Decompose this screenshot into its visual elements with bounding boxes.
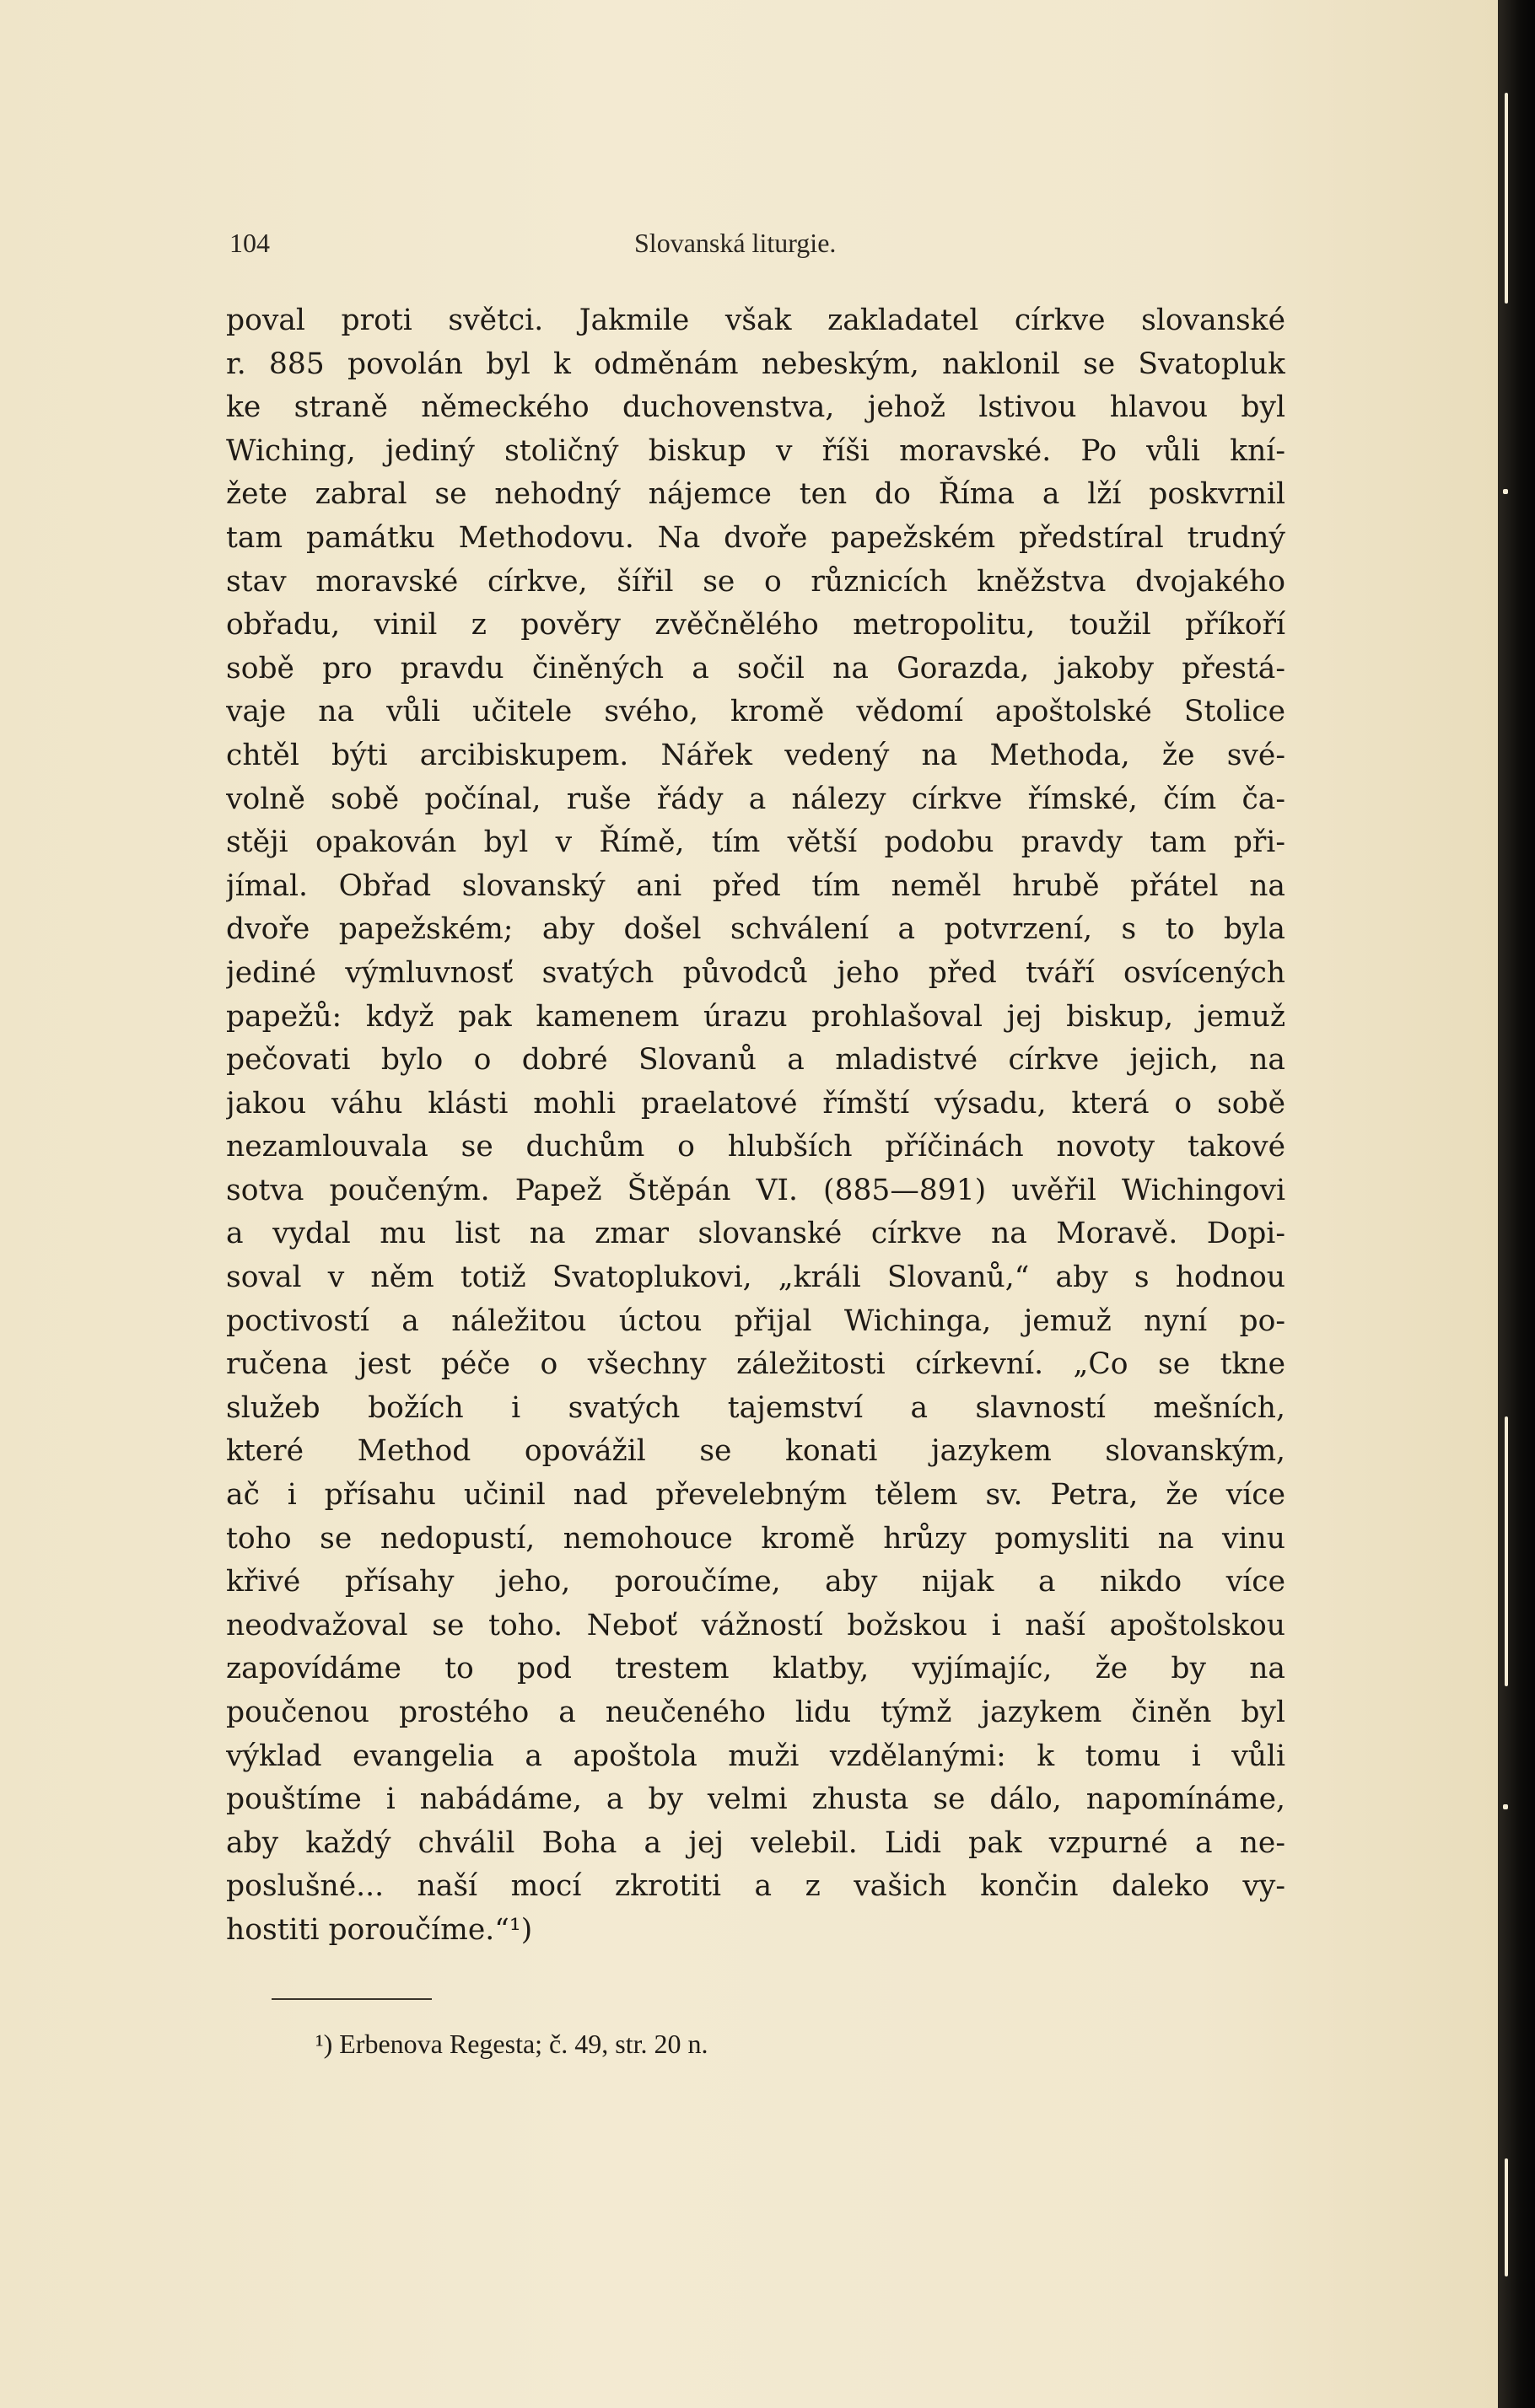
text-line: žete zabral se nehodný nájemce ten do Říma a lží poskvrnil [226,477,1285,512]
text-line: aby každý chválil Boha a jej velebil. Lidi pak vzpurné a ne- [226,1825,1285,1860]
text-line: neodvažoval se toho. Neboť vážností božskou i naší apoštolskou [226,1608,1285,1642]
text-line: papežů: když pak kamenem úrazu prohlašoval jej biskup, jemuž [226,999,1285,1034]
text-line: chtěl býti arcibiskupem. Nářek vedený na Methoda, že své- [226,738,1285,772]
text-line: stav moravské církve, šířil se o různicích kněžstva dvojakého [226,564,1285,599]
text-line: poslušné... naší mocí zkrotiti a z vašich končin daleko vy- [226,1869,1285,1904]
text-line: výklad evangelia a apoštola muži vzdělanými: k tomu i vůli [226,1739,1285,1773]
text-line: služeb božích i svatých tajemství a slavností mešních, [226,1390,1285,1425]
text-line: pečovati bylo o dobré Slovanů a mladistvé církve jejich, na [226,1043,1285,1078]
text-line: obřadu, vinil z pověry zvěčnělého metropolitu, toužil příkoří [226,608,1285,642]
text-line: nezamlouvala se duchům o hlubších příčinách novoty takové [226,1130,1285,1164]
text-line: dvoře papežském; aby došel schválení a potvrzení, s to byla [226,912,1285,947]
text-line: zapovídáme to pod trestem klatby, vyjímajíc, že by na [226,1652,1285,1686]
text-line: a vydal mu list na zmar slovanské církve na Moravě. Dopi- [226,1217,1285,1251]
text-line: r. 885 povolán byl k odměnám nebeským, naklonil se Svatopluk [226,347,1285,381]
text-line: poučenou prostého a neučeného lidu týmž jazykem činěn byl [226,1696,1285,1729]
running-head [229,228,1284,261]
text-line: křivé přísahy jeho, poroučíme, aby nijak a nikdo více [226,1565,1285,1599]
text-line: ač i přísahu učinil nad převelebným tělem sv. Petra, že více [226,1478,1285,1513]
page-edge-mark [1503,1804,1508,1809]
text-line: vaje na vůli učitele svého, kromě vědomí apoštolské Stolice [226,695,1285,729]
text-line: volně sobě počínal, ruše řády a nálezy církve římské, čím ča- [226,782,1285,816]
text-line: tam památku Methodovu. Na dvoře papežském předstíral trudný [226,520,1285,555]
page-edge-mark [1505,93,1508,304]
text-line: jakou váhu klásti mohli praelatové římští výsadu, která o sobě [226,1086,1285,1121]
footnote: ¹) Erbenova Regesta; č. 49, str. 20 n. [315,2029,708,2059]
page-number: 104 [229,228,270,258]
text-line: jediné výmluvnosť svatých původců jeho před tváří osvícených [226,955,1285,990]
running-title: Slovanská liturgie. [634,228,837,258]
page-edge-mark [1503,489,1508,494]
page-edge-mark [1505,1416,1508,1686]
text-line: sobě pro pravdu činěných a sočil na Gorazda, jakoby přestá- [226,651,1285,685]
footnote-rule [272,1998,432,2000]
text-line: poval proti světci. Jakmile však zakladatel církve slovanské [226,304,1285,337]
text-line: poctivostí a náležitou úctou přijal Wichinga, jemuž nyní po- [226,1303,1285,1338]
text-line-last: hostiti poroučíme.“¹) [226,1912,533,1947]
text-line: stěji opakován byl v Římě, tím větší podobu pravdy tam při- [226,825,1285,860]
text-line: jímal. Obřad slovanský ani před tím neměl hrubě přátel na [226,868,1285,903]
text-line: pouštíme i nabádáme, a by velmi zhusta se dálo, napomínáme, [226,1782,1285,1817]
body-text [226,299,1285,1953]
page-edge-mark [1505,2158,1508,2276]
page-edge-shadow [1498,0,1535,2408]
text-line: ručena jest péče o všechny záležitosti církevní. „Co se tkne [226,1347,1285,1382]
text-line: soval v něm totiž Svatoplukovi, „králi Slovanů,“ aby s hodnou [226,1260,1285,1295]
text-line: které Method opovážil se konati jazykem slovanským, [226,1434,1285,1469]
text-line: toho se nedopustí, nemohouce kromě hrůzy pomysliti na vinu [226,1521,1285,1556]
text-line: Wiching, jediný stoličný biskup v říši moravské. Po vůli kní- [226,433,1285,468]
text-line: ke straně německého duchovenstva, jehož lstivou hlavou byl [226,390,1285,425]
text-line: sotva poučeným. Papež Štěpán VI. (885—891) uvěřil Wichingovi [226,1173,1285,1207]
